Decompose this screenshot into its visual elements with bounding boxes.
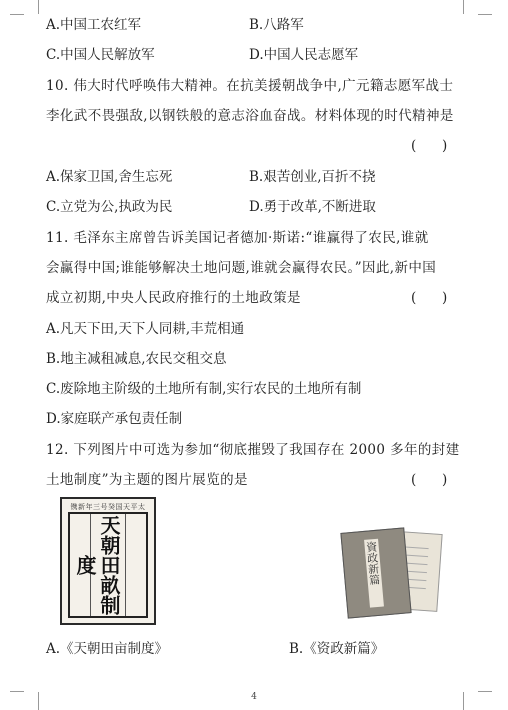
tianchao-tianmu-zhidu-image xyxy=(60,497,156,625)
q11-stem-line-2: 会赢得中国;谁能够解决土地问题,谁就会赢得农民。”因此,新中国 xyxy=(46,260,437,276)
crop-mark-top-left-h xyxy=(10,14,24,15)
crop-mark-top-right xyxy=(463,0,478,14)
q11-answer-paren: ( ) xyxy=(411,290,448,306)
image-b-title-label xyxy=(364,539,384,608)
q12-answer-paren: ( ) xyxy=(411,472,448,488)
image-a-title: 天朝田畝制度 xyxy=(73,515,121,615)
q10-stem-line-2: 李化武不畏强敌,以钢铁般的意志浴血奋战。材料体现的时代精神是 xyxy=(46,108,454,124)
q9-option-a: A.中国工农红军 xyxy=(46,17,142,33)
q10-option-c: C.立党为公,执政为民 xyxy=(46,199,173,215)
q11-option-a: A.凡天下田,天下人同耕,丰荒相通 xyxy=(46,321,245,337)
q10-option-b: B.艰苦创业,百折不挠 xyxy=(249,169,376,185)
image-a-rule xyxy=(125,514,126,616)
image-a-header-text: 镌新年三号癸国天平太 xyxy=(70,503,146,511)
q11-option-c: C.废除地主阶级的土地所有制,实行农民的土地所有制 xyxy=(46,381,362,397)
image-a-frame xyxy=(68,512,148,618)
image-b-title: 資政新篇 xyxy=(364,540,382,586)
crop-mark-top-left xyxy=(24,0,39,14)
q10-answer-paren: ( ) xyxy=(411,138,448,154)
q10-option-d: D.勇于改革,不断进取 xyxy=(249,199,376,215)
q9-option-b: B.八路军 xyxy=(249,17,304,33)
q11-stem-line-3: 成立初期,中央人民政府推行的土地政策是 xyxy=(46,290,301,306)
image-b-cover xyxy=(340,527,411,618)
crop-mark-top-right-h xyxy=(478,14,492,15)
page-number: 4 xyxy=(251,692,257,702)
q12-stem-line-2: 土地制度”为主题的图片展览的是 xyxy=(46,472,248,488)
q10-stem-line-1: 10. 伟大时代呼唤伟大精神。在抗美援朝战争中,广元籍志愿军战士 xyxy=(46,78,454,94)
q12-option-a-caption: A.《天朝田亩制度》 xyxy=(46,641,169,657)
q11-option-b: B.地主减租减息,农民交租交息 xyxy=(46,351,227,367)
zizheng-xinpian-image xyxy=(342,526,440,618)
q9-option-c: C.中国人民解放军 xyxy=(46,47,155,63)
q11-option-d: D.家庭联产承包责任制 xyxy=(46,411,183,427)
q10-option-a: A.保家卫国,舍生忘死 xyxy=(46,169,173,185)
q12-option-b-caption: B.《资政新篇》 xyxy=(289,641,385,657)
q12-stem-line-1: 12. 下列图片中可选为参加“彻底摧毁了我国存在 2000 多年的封建 xyxy=(46,442,460,458)
q11-stem-line-1: 11. 毛泽东主席曾告诉美国记者德加·斯诺:“谁赢得了农民,谁就 xyxy=(46,230,429,246)
q9-option-d: D.中国人民志愿军 xyxy=(249,47,359,63)
